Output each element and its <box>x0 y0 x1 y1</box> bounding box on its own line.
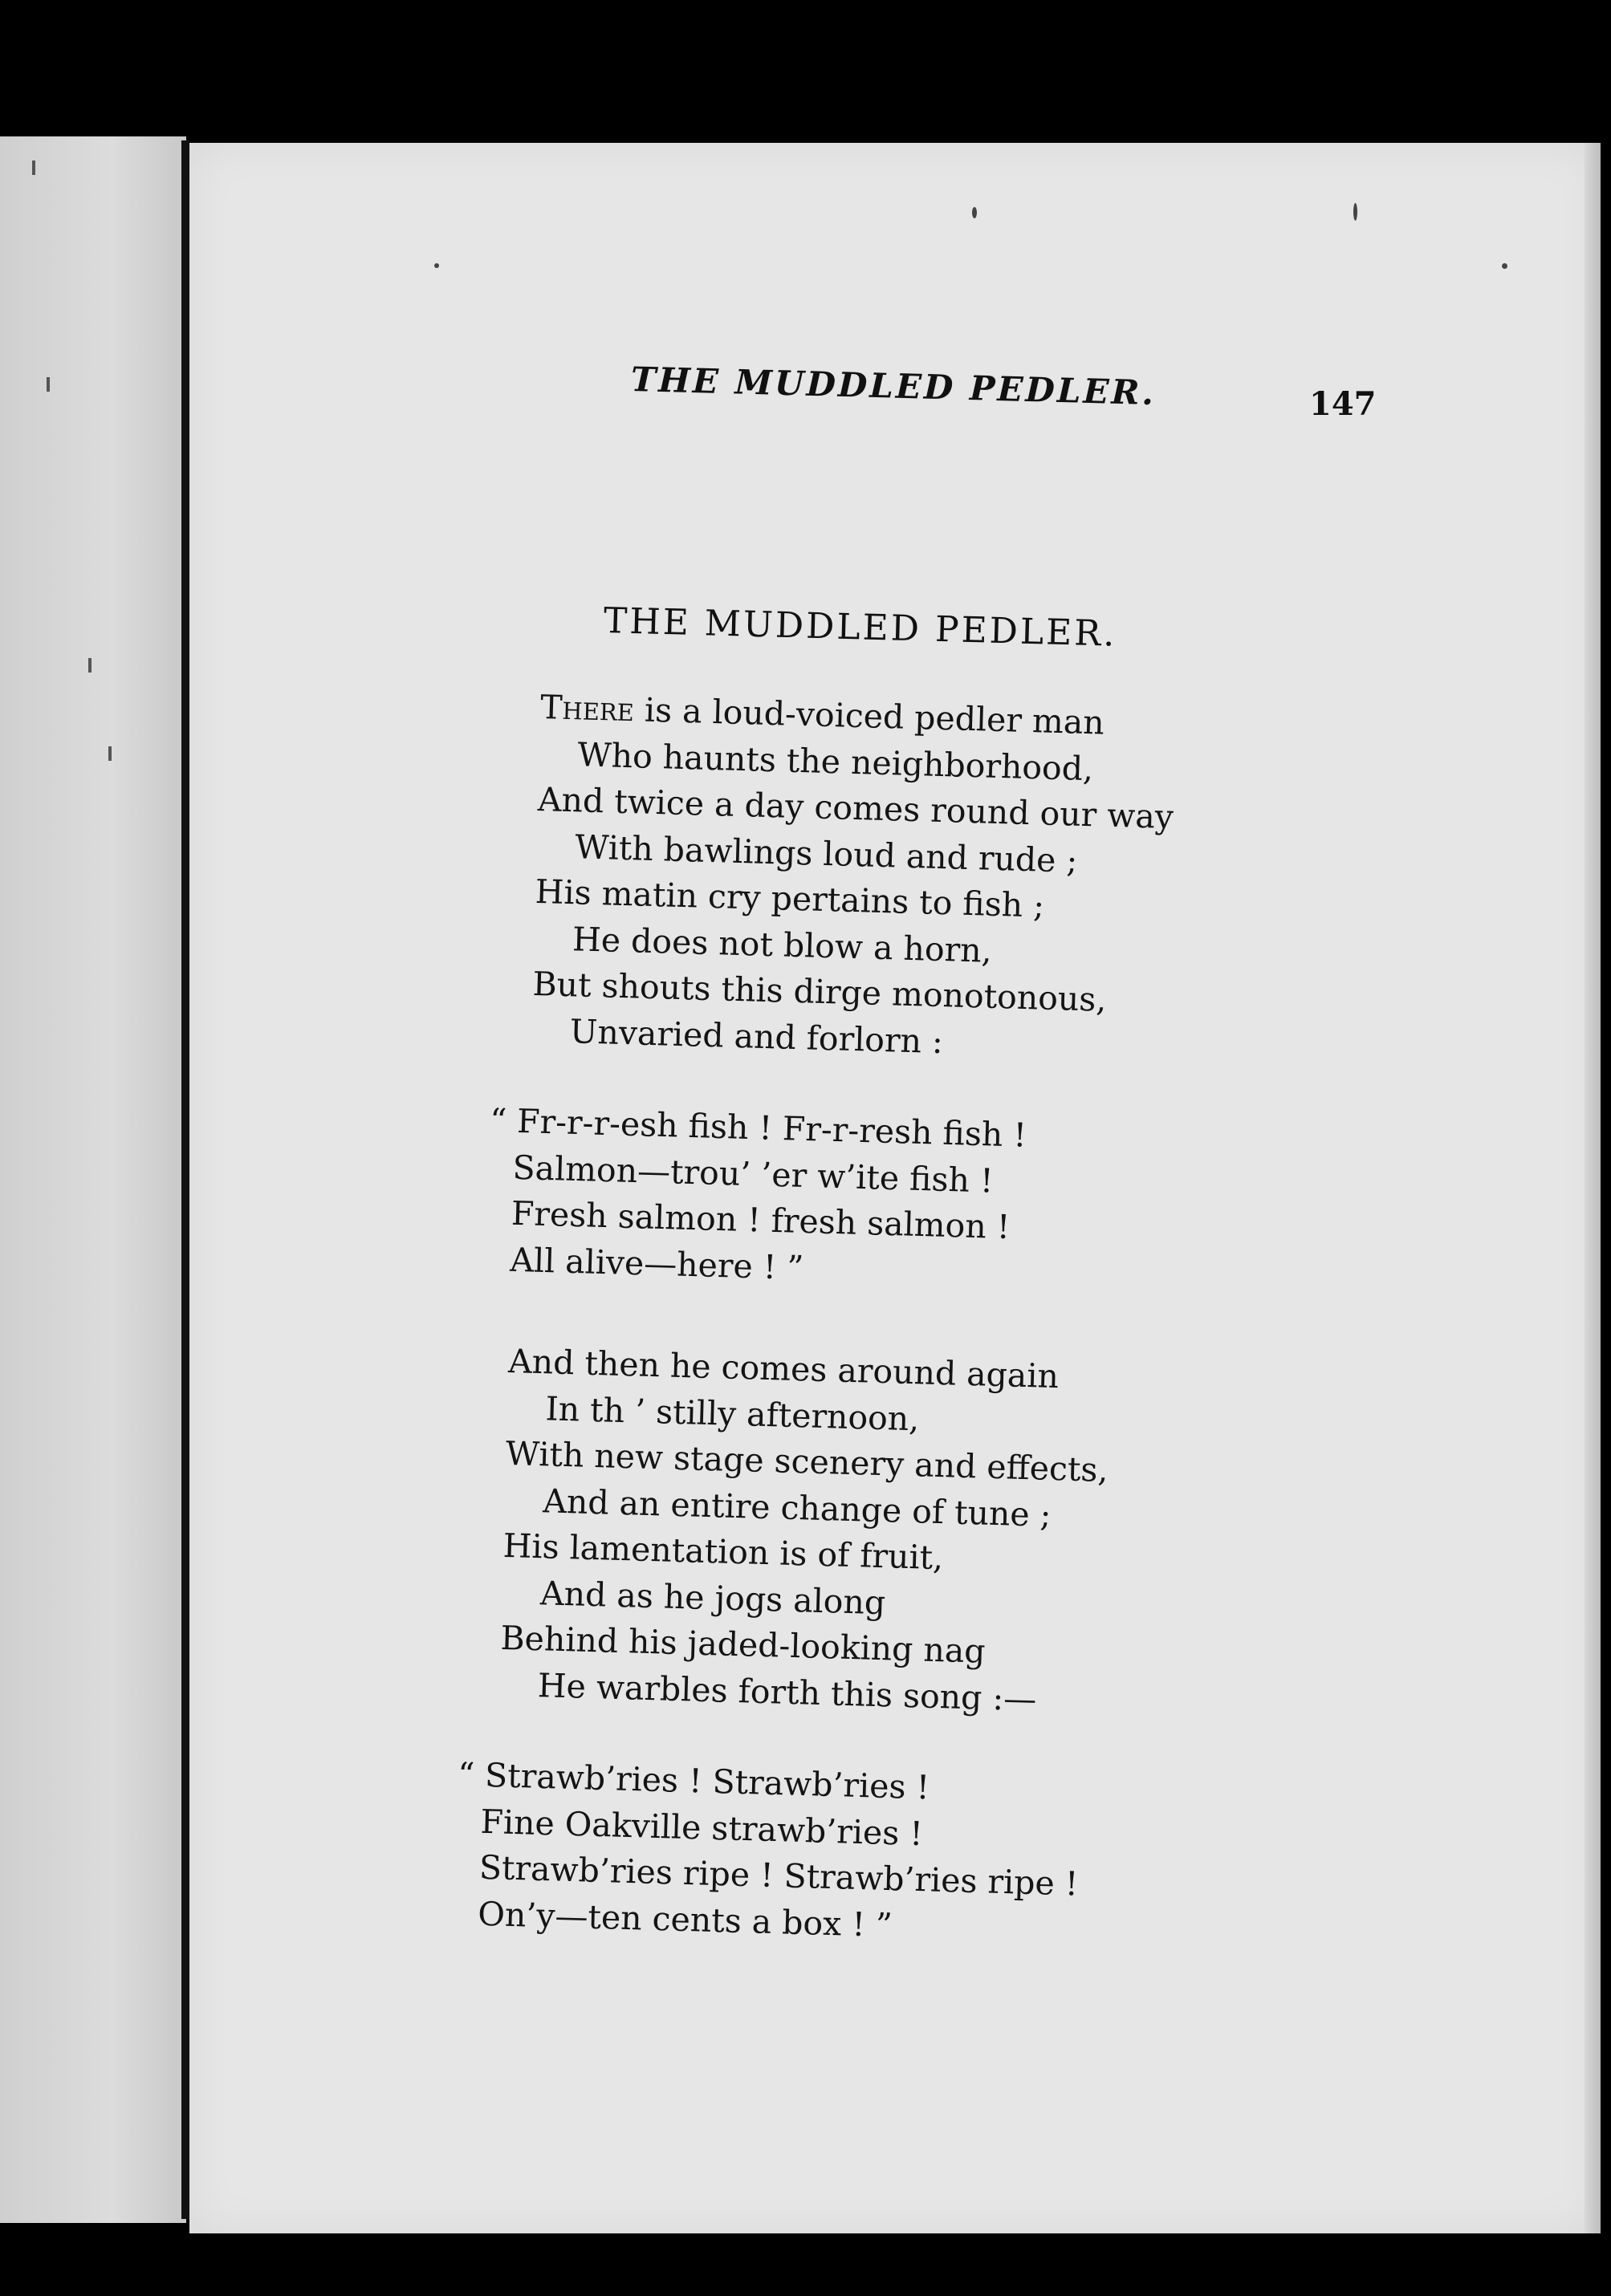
poem-line: Unvaried and forlorn : <box>569 1011 944 1061</box>
scan-dust <box>972 207 977 218</box>
drop-word: There <box>539 687 635 729</box>
poem-title: THE MUDDLED PEDLER. <box>603 600 1118 655</box>
ink-speck <box>88 658 92 673</box>
poem-line: His matin cry pertains to fish ; <box>535 872 1045 925</box>
poem-line: All alive—here ! ” <box>509 1240 804 1287</box>
scan-dust <box>434 263 439 268</box>
running-head: THE MUDDLED PEDLER. <box>630 360 1157 413</box>
ink-speck <box>32 161 35 175</box>
facing-page-edge <box>0 136 186 2223</box>
poem-line: With new stage scenery and effects, <box>505 1433 1109 1489</box>
book-page <box>189 143 1601 2233</box>
scan-dust <box>1502 263 1507 269</box>
stanza-4 <box>454 1752 1082 1954</box>
scan-dust <box>1353 203 1357 221</box>
ink-speck <box>108 746 112 761</box>
poem-line: Salmon—trou’ ’er w’ite fish ! <box>511 1148 995 1201</box>
ink-speck <box>47 377 50 392</box>
poem-line: He warbles forth this song :— <box>537 1665 1037 1719</box>
poem-line: But shouts this dirge monotonous, <box>531 964 1108 1019</box>
poem-line: And twice a day comes round our way <box>537 779 1174 837</box>
poem-line: And then he comes around again <box>507 1341 1060 1396</box>
stanza-2 <box>486 1098 1027 1298</box>
poem-line: On’y—ten cents a box ! ” <box>477 1894 893 1944</box>
poem-line: His lamentation is of fruit, <box>502 1526 944 1578</box>
stanza-1 <box>531 685 1177 1071</box>
poem-line: Behind his jaded-looking nag <box>499 1618 987 1671</box>
poem-line: And an entire change of tune ; <box>542 1481 1052 1534</box>
poem-line: With bawlings loud and rude ; <box>574 827 1078 880</box>
poem-line: He does not blow a horn, <box>572 919 993 970</box>
poem-line: Who haunts the neighborhood, <box>576 734 1094 788</box>
poem-line: And as he jogs along <box>539 1573 886 1622</box>
page-edge-shadow <box>1585 143 1601 2233</box>
poem-line: There is a loud-voiced pedler man <box>539 687 1105 742</box>
page-number: 147 <box>1309 385 1377 423</box>
poem-line: In th ’ stilly afternoon, <box>544 1388 920 1438</box>
page-gutter <box>181 140 189 2219</box>
poem-line: “ Strawb’ries ! Strawb’ries ! <box>457 1754 930 1807</box>
poem-line: Fine Oakville strawb’ries ! <box>479 1802 924 1853</box>
poem-line: “ Fr-r-r-esh fish ! Fr-r-resh fish ! <box>489 1100 1027 1155</box>
poem-line: Fresh salmon ! fresh salmon ! <box>511 1193 1011 1247</box>
poem-line: Strawb’ries ripe ! Strawb’ries ripe ! <box>478 1847 1079 1904</box>
stanza-3 <box>498 1339 1111 1725</box>
